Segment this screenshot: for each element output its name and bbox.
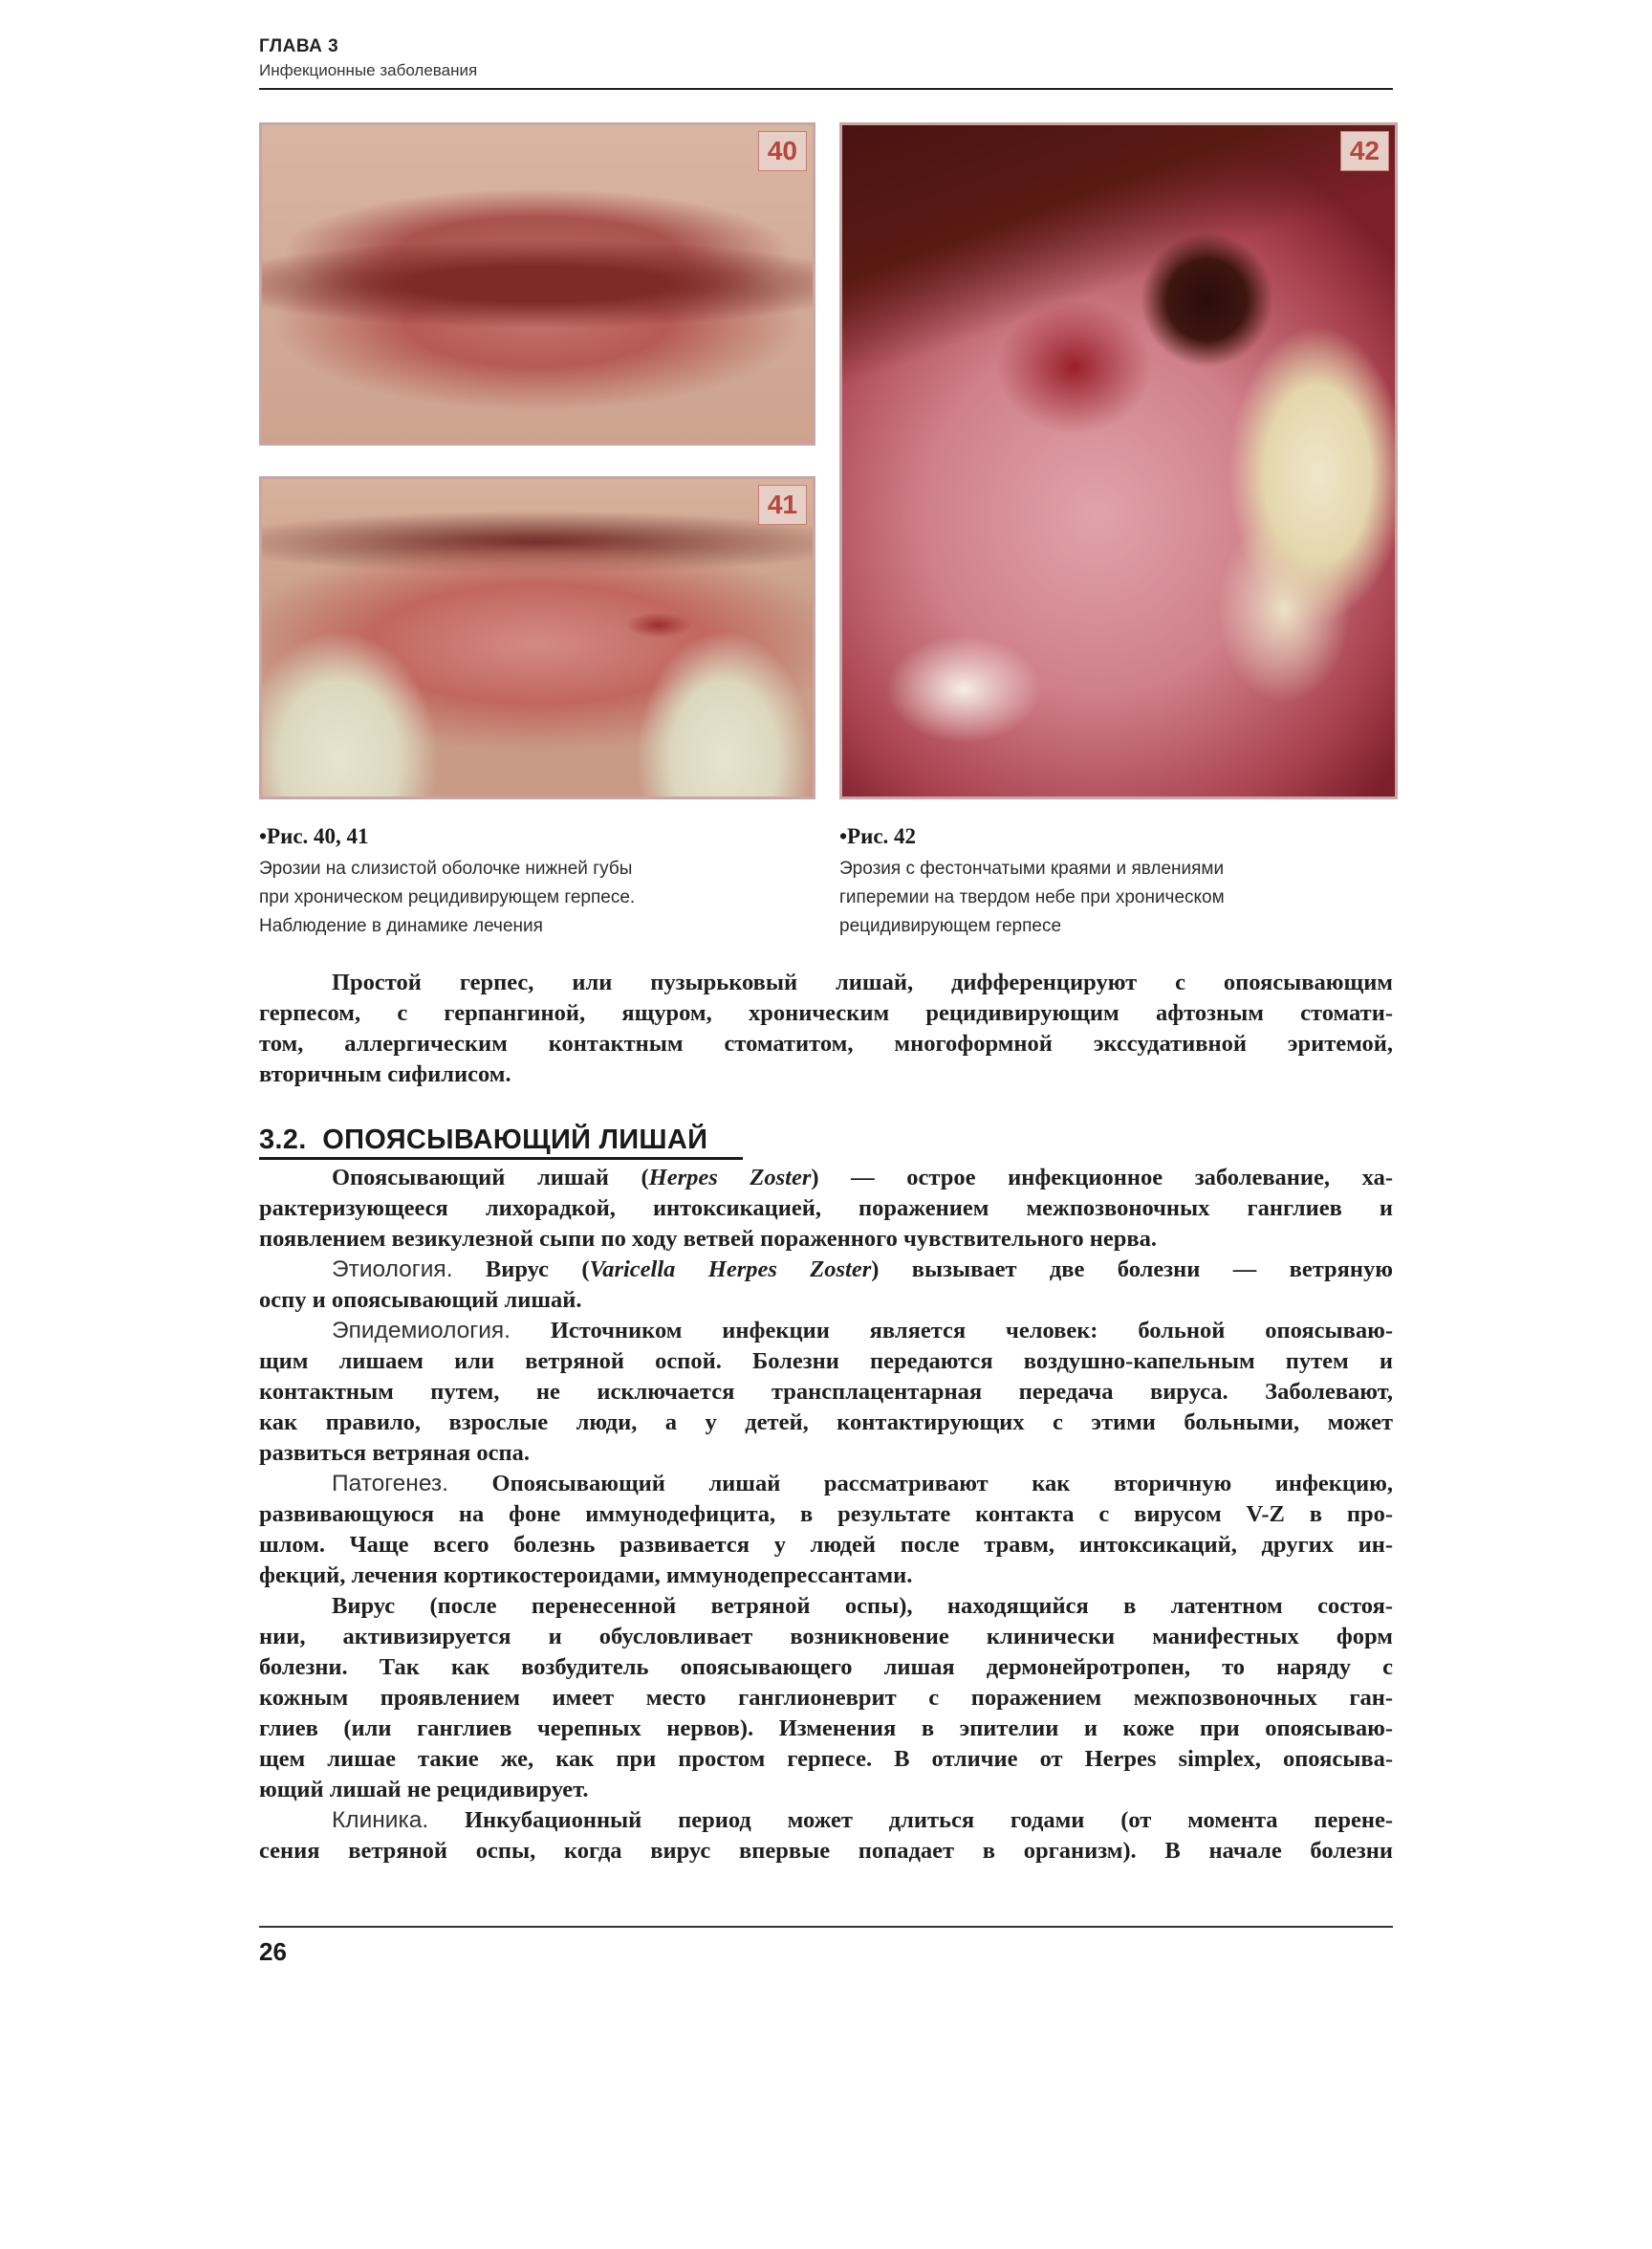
chapter-label: ГЛАВА 3 [259, 36, 339, 56]
chapter-subtitle: Инфекционные заболевания [259, 61, 478, 79]
caption-line: Эрозия с фестончатыми краями и явлениями [839, 859, 1225, 879]
figure-42-photo [839, 122, 1398, 799]
text-line: нии, активизируется и обусловливает возникновение клинически манифестных форм [259, 1624, 1393, 1649]
text-line: глиев (или ганглиев черепных нервов). Изменения в эпителии и коже при опоясываю- [259, 1715, 1393, 1741]
text-line: оспу и опоясывающий лишай. [259, 1287, 582, 1313]
figure-41-photo [259, 476, 815, 799]
intro-paragraph [259, 968, 1393, 1090]
caption-line: гиперемии на твердом небе при хроническом [839, 887, 1225, 907]
text-line: как правило, взрослые люди, а у детей, контактирующих с этими больными, может [259, 1409, 1393, 1435]
text-line: болезни. Так как возбудитель опоясывающего лишая дермонейротропен, то наряду с [259, 1654, 1393, 1680]
text-line: Опоясывающий лишай (Herpes Zoster) — острое инфекционное заболевание, ха- [332, 1165, 1393, 1190]
latin-term: Varicella Herpes Zoster [589, 1256, 872, 1282]
figure-number-badge: 42 [1340, 131, 1389, 171]
caption-title: •Рис. 40, 41 [259, 824, 369, 848]
figure-caption [839, 824, 1392, 941]
text-line: том, аллергическим контактным стоматитом, многоформной экссудативной эритемой, [259, 1031, 1393, 1057]
text-line: Патогенез. Опоясывающий лишай рассматривают как вторичную инфекцию, [332, 1471, 1393, 1496]
caption-line: рецидивирующем герпесе [839, 916, 1062, 936]
text-line: сения ветряной оспы, когда вирус впервые попадает в организм). В начале болезни [259, 1838, 1393, 1864]
text-line: Этиология. Вирус (Varicella Herpes Zoster) вызывает две болезни — ветряную [332, 1256, 1393, 1282]
caption-line: Эрозии на слизистой оболочке нижней губы [259, 859, 633, 879]
section-underline [259, 1157, 743, 1160]
section-title: ОПОЯСЫВАЮЩИЙ ЛИШАЙ [322, 1124, 708, 1155]
caption-title: •Рис. 42 [839, 824, 917, 848]
text-line: Эпидемиология. Источником инфекции является человек: больной опоясываю- [332, 1318, 1393, 1343]
text-line: Простой герпес, или пузырьковый лишай, дифференцируют с опоясывающим [332, 970, 1393, 995]
footer-divider [259, 1926, 1393, 1928]
figure-number-badge: 40 [758, 131, 807, 171]
section-heading [259, 1124, 707, 1156]
text-line: развивающуюся на фоне иммунодефицита, в результате контакта с вирусом V-Z в про- [259, 1501, 1393, 1527]
text-line: щим лишаем или ветряной оспой. Болезни передаются воздушно-капельным путем и [259, 1348, 1393, 1374]
section-number: 3.2. [259, 1124, 307, 1155]
figure-40-photo [259, 122, 815, 446]
page-number: 26 [259, 1937, 287, 1966]
text-line: ющий лишай не рецидивирует. [259, 1777, 589, 1802]
text-line: фекций, лечения кортикостероидами, иммунодепрессантами. [259, 1562, 913, 1588]
text-line: появлением везикулезной сыпи по ходу ветвей пораженного чувствительного нерва. [259, 1226, 1157, 1252]
text-line: контактным путем, не исключается трансплацентарная передача вируса. Заболевают, [259, 1379, 1393, 1405]
header-divider [259, 88, 1393, 90]
text-line: развиться ветряная оспа. [259, 1440, 530, 1466]
caption-line: при хроническом рецидивирующем герпесе. [259, 887, 636, 907]
text-line: кожным проявлением имеет место ганглионеврит с поражением межпозвоночных ган- [259, 1685, 1393, 1711]
text-line: шлом. Чаще всего болезнь развивается у людей после травм, интоксикаций, других ин- [259, 1532, 1393, 1558]
paragraph-keyword: Патогенез. [332, 1471, 448, 1496]
body-text [259, 1163, 1393, 1867]
paragraph-keyword: Эпидемиология. [332, 1318, 511, 1343]
text-line: рактеризующееся лихорадкой, интоксикацией, поражением межпозвоночных ганглиев и [259, 1195, 1393, 1221]
figure-caption [259, 824, 794, 941]
text-line: вторичным сифилисом. [259, 1061, 511, 1087]
latin-term: Herpes Zoster [648, 1165, 812, 1190]
text-line: герпесом, с герпангиной, ящуром, хроническим рецидивирующим афтозным стомати- [259, 1000, 1393, 1026]
text-line: щем лишае такие же, как при простом герпесе. В отличие от Herpes simplex, опоясыва- [259, 1746, 1393, 1772]
caption-line: Наблюдение в динамике лечения [259, 916, 543, 936]
paragraph-keyword: Клиника. [332, 1807, 429, 1833]
figure-number-badge: 41 [758, 485, 807, 525]
paragraph-keyword: Этиология. [332, 1256, 453, 1282]
text-line: Вирус (после перенесенной ветряной оспы), находящийся в латентном состоя- [332, 1593, 1393, 1619]
text-line: Клиника. Инкубационный период может длиться годами (от момента перене- [332, 1807, 1393, 1833]
